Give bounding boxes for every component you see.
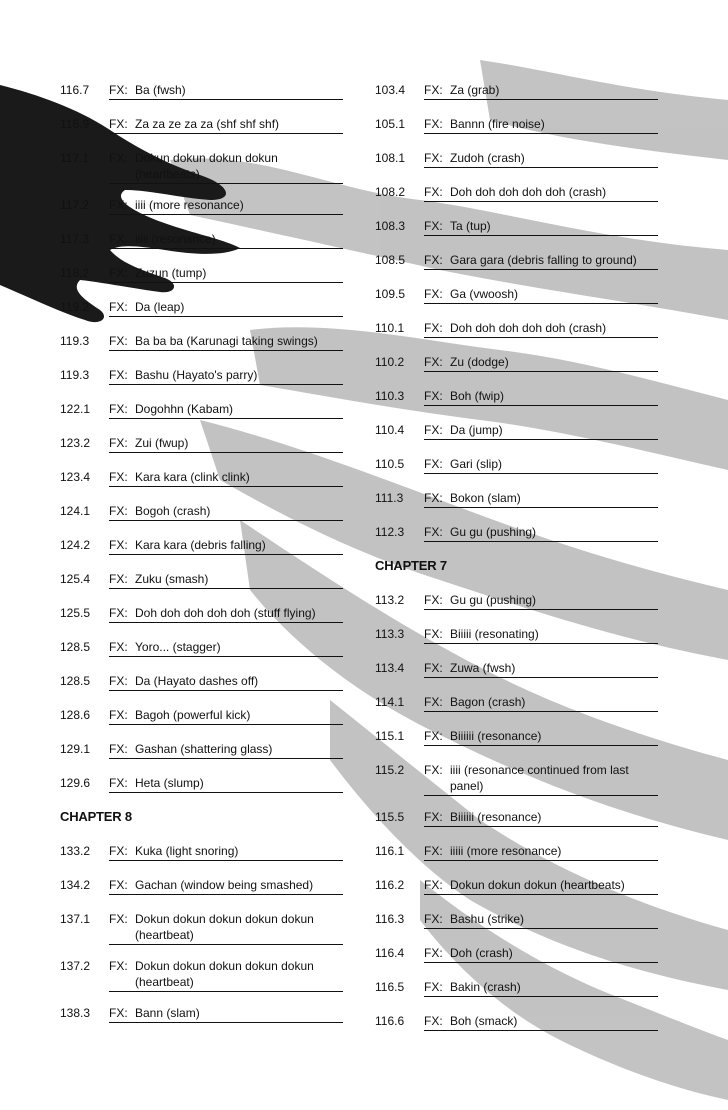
fx-entry-body	[424, 760, 658, 796]
fx-label: FX:	[109, 232, 128, 246]
fx-description: Gachan (window being smashed)	[135, 878, 314, 892]
page-panel-number: 115.1	[375, 729, 405, 743]
fx-entry	[60, 909, 343, 956]
fx-label: FX:	[109, 844, 128, 858]
fx-description: Kara kara (clink clink)	[135, 470, 250, 484]
fx-description: Zuku (smash)	[135, 572, 209, 586]
fx-label: FX:	[424, 946, 443, 960]
fx-description: Kara kara (debris falling)	[135, 538, 266, 552]
fx-entry-body	[424, 318, 658, 338]
fx-label: FX:	[424, 525, 443, 539]
fx-description: Boh (smack)	[450, 1014, 518, 1028]
fx-description: Ta (tup)	[450, 219, 491, 233]
fx-entry-body	[109, 671, 343, 691]
page-panel-number: 114.1	[375, 695, 405, 709]
fx-entry	[375, 454, 658, 488]
fx-label: FX:	[109, 959, 128, 973]
fx-description: Bagon (crash)	[450, 695, 526, 709]
fx-entry	[60, 195, 343, 229]
fx-entry	[375, 488, 658, 522]
fx-entry	[375, 250, 658, 284]
fx-description: Bagoh (powerful kick)	[135, 708, 251, 722]
fx-entry-body	[109, 263, 343, 283]
fx-description: Biiiii (resonating)	[450, 627, 539, 641]
fx-entry-body	[109, 297, 343, 317]
fx-description: Bann (slam)	[135, 1006, 200, 1020]
fx-label: FX:	[424, 219, 443, 233]
fx-label: FX:	[109, 538, 128, 552]
page-panel-number: 133.2	[60, 844, 91, 858]
fx-description: Doh doh doh doh doh (stuff flying)	[135, 606, 316, 620]
fx-entry-body	[109, 148, 343, 184]
page-panel-number: 116.1	[375, 844, 405, 858]
fx-entry-body	[424, 590, 658, 610]
fx-entry-body	[424, 182, 658, 202]
fx-entry	[60, 331, 343, 365]
fx-entry-body	[109, 229, 343, 249]
page-panel-number: 113.3	[375, 627, 405, 641]
fx-label: FX:	[424, 355, 443, 369]
fx-entry-body	[424, 352, 658, 372]
fx-label: FX:	[109, 776, 128, 790]
page-panel-number: 119.3	[60, 334, 90, 348]
fx-entry	[60, 467, 343, 501]
fx-description: Za za ze za za (shf shf shf)	[135, 117, 280, 131]
fx-label: FX:	[424, 151, 443, 165]
fx-entry-body	[424, 807, 658, 827]
fx-description: Biiiiii (resonance)	[450, 810, 542, 824]
fx-entry-body	[109, 956, 343, 992]
fx-entry-body	[424, 692, 658, 712]
fx-entry-body	[424, 250, 658, 270]
fx-label: FX:	[424, 980, 443, 994]
fx-description: Dogohhn (Kabam)	[135, 402, 234, 416]
page-panel-number: 119.3	[60, 368, 90, 382]
fx-entry-body	[424, 1011, 658, 1031]
page-panel-number: 123.2	[60, 436, 91, 450]
fx-label: FX:	[109, 708, 128, 722]
fx-entry	[375, 692, 658, 726]
page-panel-number: 110.1	[375, 321, 405, 335]
fx-entry-body	[424, 284, 658, 304]
fx-entry	[375, 624, 658, 658]
fx-label: FX:	[424, 810, 443, 824]
fx-entry	[375, 807, 658, 841]
fx-label: FX:	[424, 661, 443, 675]
fx-entry	[60, 263, 343, 297]
fx-label: FX:	[424, 423, 443, 437]
fx-entry-body	[109, 80, 343, 100]
fx-label: FX:	[424, 878, 443, 892]
fx-label: FX:	[424, 457, 443, 471]
left-column	[60, 80, 343, 1037]
fx-label: FX:	[109, 83, 128, 97]
fx-label: FX:	[424, 1014, 443, 1028]
fx-label: FX:	[109, 151, 128, 165]
fx-label: FX:	[424, 83, 443, 97]
fx-entry	[60, 365, 343, 399]
fx-entry-body	[109, 637, 343, 657]
fx-entry	[60, 501, 343, 535]
fx-entry	[60, 739, 343, 773]
page-panel-number: 108.5	[375, 253, 406, 267]
fx-entry-body	[424, 386, 658, 406]
fx-entry-body	[424, 943, 658, 963]
fx-entry	[60, 705, 343, 739]
fx-label: FX:	[424, 912, 443, 926]
page-panel-number: 138.3	[60, 1006, 91, 1020]
page-panel-number: 115.2	[375, 763, 405, 777]
page-panel-number: 122.1	[60, 402, 91, 416]
fx-description: Dokun dokun dokun dokun (heartbeats)	[135, 151, 278, 181]
fx-description: Dokun dokun dokun (heartbeats)	[450, 878, 625, 892]
fx-entry	[60, 535, 343, 569]
fx-entry	[60, 229, 343, 263]
fx-description: Bashu (Hayato's parry)	[135, 368, 258, 382]
fx-entry-body	[109, 433, 343, 453]
fx-entry	[60, 956, 343, 1003]
fx-description: Bakin (crash)	[450, 980, 521, 994]
fx-description: Da (Hayato dashes off)	[135, 674, 259, 688]
fx-entry-body	[109, 705, 343, 725]
page-panel-number: 117.1	[60, 151, 90, 165]
fx-entry-body	[109, 875, 343, 895]
page-panel-number: 128.5	[60, 674, 91, 688]
right-column	[375, 80, 658, 1045]
fx-entry-body	[109, 569, 343, 589]
fx-entry-body	[109, 1003, 343, 1023]
fx-entry-body	[424, 522, 658, 542]
fx-entry-body	[424, 875, 658, 895]
fx-label: FX:	[109, 606, 128, 620]
fx-entry-body	[109, 399, 343, 419]
page-panel-number: 113.4	[375, 661, 405, 675]
page-panel-number: 134.2	[60, 878, 91, 892]
fx-label: FX:	[109, 640, 128, 654]
fx-entry	[375, 80, 658, 114]
fx-entry-body	[424, 488, 658, 508]
fx-description: Yoro... (stagger)	[135, 640, 221, 654]
page-panel-number: 116.5	[375, 980, 405, 994]
fx-entry-body	[424, 420, 658, 440]
fx-entry	[60, 875, 343, 909]
fx-entry	[375, 318, 658, 352]
page-panel-number: 109.5	[375, 287, 406, 301]
fx-entry	[375, 726, 658, 760]
page-panel-number: 116.9	[60, 117, 90, 131]
page-panel-number: 110.2	[375, 355, 405, 369]
page-panel-number: 112.3	[375, 525, 405, 539]
chapter-heading: CHAPTER 8	[60, 809, 132, 824]
fx-label: FX:	[424, 185, 443, 199]
fx-entry	[375, 522, 658, 556]
fx-label: FX:	[424, 491, 443, 505]
fx-label: FX:	[109, 368, 128, 382]
fx-label: FX:	[424, 627, 443, 641]
fx-label: FX:	[424, 593, 443, 607]
fx-entry-body	[424, 658, 658, 678]
fx-entry	[375, 841, 658, 875]
fx-description: Zuwa (fwsh)	[450, 661, 516, 675]
page-panel-number: 117.2	[60, 198, 90, 212]
fx-label: FX:	[424, 253, 443, 267]
page-panel-number: 110.3	[375, 389, 405, 403]
fx-entry	[375, 386, 658, 420]
fx-entry	[60, 637, 343, 671]
fx-entry-body	[424, 148, 658, 168]
fx-description: Da (jump)	[450, 423, 503, 437]
fx-entry	[60, 841, 343, 875]
page-panel-number: 110.5	[375, 457, 405, 471]
page-panel-number: 129.1	[60, 742, 91, 756]
fx-description: Gari (slip)	[450, 457, 503, 471]
page-panel-number: 110.4	[375, 423, 405, 437]
fx-description: Kuka (light snoring)	[135, 844, 239, 858]
page-panel-number: 111.3	[375, 491, 404, 505]
fx-entry	[375, 420, 658, 454]
page-panel-number: 108.3	[375, 219, 406, 233]
page-panel-number: 128.6	[60, 708, 91, 722]
fx-entry-body	[424, 114, 658, 134]
fx-entry-body	[109, 739, 343, 759]
fx-description: Gu gu (pushing)	[450, 593, 537, 607]
fx-entry-body	[424, 624, 658, 644]
fx-entry-body	[424, 977, 658, 997]
fx-entry	[60, 433, 343, 467]
fx-description: Biiiiii (resonance)	[450, 729, 542, 743]
fx-description: Zu (dodge)	[450, 355, 509, 369]
page-panel-number: 105.1	[375, 117, 406, 131]
fx-entry-body	[109, 535, 343, 555]
fx-label: FX:	[109, 117, 128, 131]
fx-label: FX:	[424, 763, 443, 777]
page-panel-number: 116.3	[375, 912, 405, 926]
fx-description: Zuzun (tump)	[135, 266, 207, 280]
fx-entry	[60, 1003, 343, 1037]
fx-description: Ba ba ba (Karunagi taking swings)	[135, 334, 318, 348]
fx-label: FX:	[424, 287, 443, 301]
fx-description: Bashu (strike)	[450, 912, 525, 926]
fx-description: Zudoh (crash)	[450, 151, 525, 165]
fx-label: FX:	[109, 266, 128, 280]
fx-entry	[60, 80, 343, 114]
fx-entry	[375, 148, 658, 182]
fx-label: FX:	[109, 912, 128, 926]
page-panel-number: 116.4	[375, 946, 405, 960]
fx-entry-body	[109, 841, 343, 861]
fx-entry	[375, 1011, 658, 1045]
fx-label: FX:	[109, 300, 128, 314]
fx-entry-body	[109, 195, 343, 215]
page-panel-number: 128.5	[60, 640, 91, 654]
fx-label: FX:	[109, 674, 128, 688]
page-panel-number: 117.3	[60, 232, 90, 246]
page-panel-number: 124.2	[60, 538, 91, 552]
page-panel-number: 118.2	[60, 266, 90, 280]
fx-description: iiiii (resonance)	[135, 232, 216, 246]
page-panel-number: 116.7	[60, 83, 90, 97]
page-panel-number: 108.2	[375, 185, 406, 199]
fx-description: Ba (fwsh)	[135, 83, 186, 97]
fx-entry-body	[424, 80, 658, 100]
fx-entry	[375, 182, 658, 216]
chapter-heading: CHAPTER 7	[375, 558, 447, 573]
fx-entry-body	[109, 501, 343, 521]
fx-description: Doh (crash)	[450, 946, 513, 960]
fx-entry	[60, 399, 343, 433]
fx-entry	[375, 977, 658, 1011]
fx-entry	[375, 352, 658, 386]
fx-label: FX:	[424, 117, 443, 131]
fx-description: Gara gara (debris falling to ground)	[450, 253, 637, 267]
fx-label: FX:	[424, 729, 443, 743]
fx-description: Bogoh (crash)	[135, 504, 211, 518]
fx-label: FX:	[109, 470, 128, 484]
fx-label: FX:	[109, 436, 128, 450]
fx-label: FX:	[109, 504, 128, 518]
fx-label: FX:	[109, 334, 128, 348]
fx-entry-body	[109, 603, 343, 623]
page-panel-number: 116.6	[375, 1014, 405, 1028]
page-panel-number: 137.2	[60, 959, 91, 973]
fx-entry	[60, 114, 343, 148]
page-panel-number: 119.2	[60, 300, 90, 314]
fx-entry	[375, 909, 658, 943]
fx-label: FX:	[109, 1006, 128, 1020]
fx-description: Gu gu (pushing)	[450, 525, 537, 539]
fx-description: Heta (slump)	[135, 776, 204, 790]
fx-description: Bokon (slam)	[450, 491, 521, 505]
fx-label: FX:	[109, 402, 128, 416]
fx-entry	[375, 658, 658, 692]
fx-label: FX:	[424, 389, 443, 403]
fx-description: Dokun dokun dokun dokun dokun (heartbeat)	[135, 959, 314, 989]
fx-entry	[375, 590, 658, 624]
fx-description: Bannn (fire noise)	[450, 117, 545, 131]
fx-description: Da (leap)	[135, 300, 185, 314]
fx-entry-body	[424, 841, 658, 861]
fx-entry	[375, 114, 658, 148]
fx-description: iiii (resonance continued from last panel)	[450, 763, 629, 793]
fx-entry	[60, 297, 343, 331]
page-panel-number: 108.1	[375, 151, 406, 165]
fx-entry	[60, 148, 343, 195]
fx-description: Za (grab)	[450, 83, 500, 97]
fx-entry	[60, 773, 343, 807]
fx-label: FX:	[109, 878, 128, 892]
fx-entry-body	[109, 365, 343, 385]
fx-label: FX:	[109, 198, 128, 212]
fx-entry-body	[424, 909, 658, 929]
page-panel-number: 116.2	[375, 878, 405, 892]
fx-entry-body	[424, 454, 658, 474]
fx-entry	[60, 569, 343, 603]
fx-entry	[375, 875, 658, 909]
fx-label: FX:	[109, 742, 128, 756]
fx-description: iiii (more resonance)	[135, 198, 244, 212]
fx-description: Boh (fwip)	[450, 389, 505, 403]
fx-entry	[60, 603, 343, 637]
page-panel-number: 103.4	[375, 83, 406, 97]
fx-entry-body	[109, 114, 343, 134]
fx-label: FX:	[424, 695, 443, 709]
fx-description: iiiii (more resonance)	[450, 844, 562, 858]
fx-label: FX:	[424, 321, 443, 335]
fx-entry-body	[424, 216, 658, 236]
page-panel-number: 115.5	[375, 810, 405, 824]
fx-description: Ga (vwoosh)	[450, 287, 519, 301]
page-panel-number: 125.4	[60, 572, 91, 586]
page-panel-number: 129.6	[60, 776, 91, 790]
page-panel-number: 123.4	[60, 470, 91, 484]
page-panel-number: 137.1	[60, 912, 91, 926]
fx-description: Doh doh doh doh doh (crash)	[450, 185, 607, 199]
fx-entry-body	[424, 726, 658, 746]
fx-description: Dokun dokun dokun dokun dokun (heartbeat)	[135, 912, 314, 942]
page-panel-number: 125.5	[60, 606, 91, 620]
fx-entry-body	[109, 331, 343, 351]
fx-entry	[375, 284, 658, 318]
fx-description: Doh doh doh doh doh (crash)	[450, 321, 607, 335]
fx-label: FX:	[109, 572, 128, 586]
fx-description: Zui (fwup)	[135, 436, 189, 450]
fx-entry-body	[109, 467, 343, 487]
fx-entry	[60, 671, 343, 705]
fx-description: Gashan (shattering glass)	[135, 742, 273, 756]
page-panel-number: 124.1	[60, 504, 91, 518]
fx-entry	[375, 760, 658, 807]
fx-entry	[375, 216, 658, 250]
page-panel-number: 113.2	[375, 593, 405, 607]
fx-label: FX:	[424, 844, 443, 858]
fx-entry	[375, 943, 658, 977]
fx-entry-body	[109, 773, 343, 793]
fx-entry-body	[109, 909, 343, 945]
